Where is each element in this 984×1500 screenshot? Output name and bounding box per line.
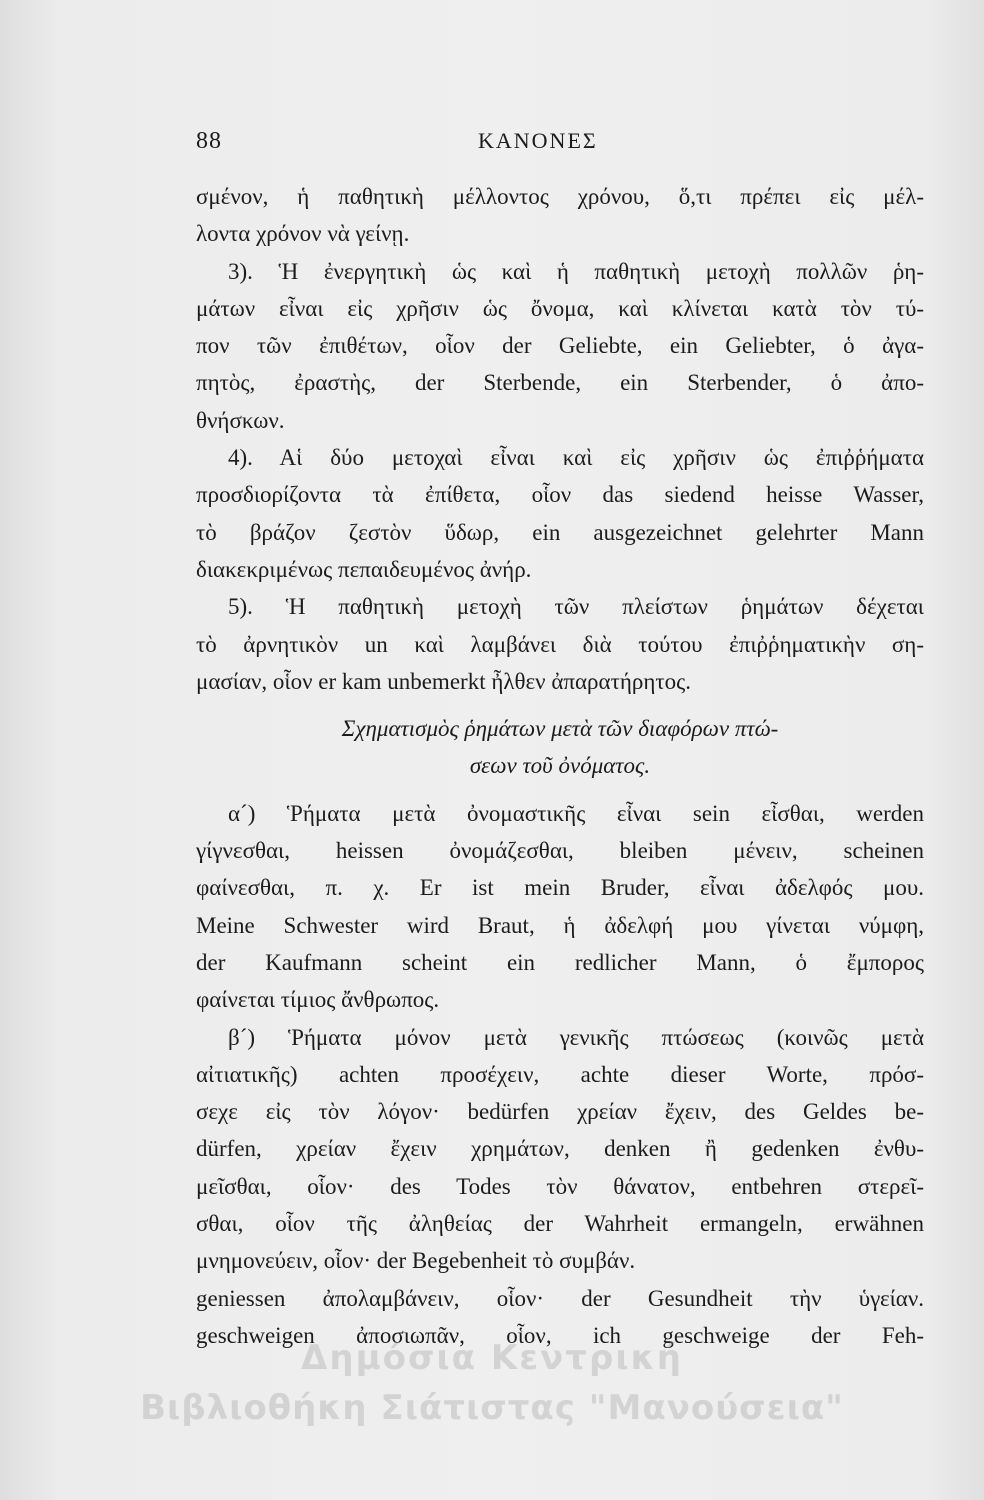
section-gap	[196, 700, 924, 710]
body-text	[196, 178, 924, 1354]
text-line: μάτων εἶναι εἰς χρῆσιν ὡς ὄνομα, καὶ κλίνεται κατὰ τὸν τύ-	[196, 295, 924, 321]
text-line: πον τῶν ἐπιθέτων, οἷον der Geliebte, ein Geliebter, ὁ ἀγα-	[196, 333, 924, 359]
text-line: Meine Schwester wird Braut, ἡ ἀδελφή μου γίνεται νύμφη,	[196, 912, 924, 938]
text-line: dürfen, χρείαν ἔχειν χρημάτων, denken ἢ gedenken ἐνθυ-	[196, 1136, 924, 1162]
text-line: μεῖσθαι, οἷον· des Todes τὸν θάνατον, entbehren στερεῖ-	[196, 1173, 924, 1199]
section-heading: Σχηματισμὸς ῥημάτων μετὰ τῶν διαφόρων πτώ-	[341, 716, 779, 742]
text-line: μασίαν, οἷον er kam unbemerkt ἦλθεν ἀπαρατήρητος.	[196, 668, 691, 694]
page-header	[0, 122, 984, 162]
text-line: πητὸς, ἐραστὴς, der Sterbende, ein Sterbender, ὁ ἀπο-	[196, 370, 924, 396]
text-line: der Kaufmann scheint ein redlicher Mann, ὁ ἔμπορος	[196, 949, 924, 975]
text-line: μνημονεύειν, οἷον· der Begebenheit τὸ συμβάν.	[196, 1248, 636, 1274]
library-watermark-line2: Βιβλιοθήκη Σιάτιστας "Μανούσεια"	[140, 1388, 844, 1428]
text-line: 5). Ἡ παθητικὴ μετοχὴ τῶν πλείστων ῥημάτων δέχεται	[228, 594, 924, 620]
text-line: σμένον, ἡ παθητικὴ μέλλοντος χρόνου, ὅ,τι πρέπει εἰς μέλ-	[196, 184, 924, 209]
text-line: σθαι, οἷον τῆς ἀληθείας der Wahrheit ermangeln, erwähnen	[196, 1211, 924, 1237]
text-line: geschweigen ἀποσιωπᾶν, οἷον, ich geschweige der Feh-	[196, 1322, 924, 1348]
text-line: τὸ ἀρνητικὸν un καὶ λαμβάνει διὰ τούτου ἐπιῤῥηματικὴν ση-	[196, 631, 924, 657]
text-line: β´) Ῥήματα μόνον μετὰ γενικῆς πτώσεως (κοινῶς μετὰ	[228, 1024, 924, 1050]
text-line: γίγνεσθαι, heissen ὀνομάζεσθαι, bleiben μένειν, scheinen	[196, 838, 924, 864]
text-line: διακεκριμένως πεπαιδευμένος ἀνήρ.	[196, 556, 532, 582]
text-line: 4). Αἱ δύο μετοχαὶ εἶναι καὶ εἰς χρῆσιν ὡς ἐπιῤῥήματα	[228, 445, 924, 471]
text-line: λοντα χρόνον νὰ γείνῃ.	[196, 221, 410, 247]
text-line: προσδιορίζοντα τὰ ἐπίθετα, οἷον das siedend heisse Wasser,	[196, 482, 924, 508]
text-line: φαίνεται τίμιος ἄνθρωπος.	[196, 987, 440, 1013]
text-line: θνήσκων.	[196, 407, 285, 433]
text-line: αἰτιατικῆς) achten προσέχειν, achte dieser Worte, πρόσ-	[196, 1061, 924, 1087]
text-line: α´) Ῥήματα μετὰ ὀνομαστικῆς εἶναι sein εἶσθαι, werden	[228, 800, 924, 826]
text-line: φαίνεσθαι, π. χ. Er ist mein Bruder, εἶναι ἀδελφός μου.	[196, 875, 924, 901]
text-line: σεχε εἰς τὸν λόγον· bedürfen χρείαν ἔχειν, des Geldes be-	[196, 1099, 924, 1125]
library-watermark-line1: Δημόσια Κεντρική	[301, 1338, 683, 1378]
text-line: geniessen ἀπολαμβάνειν, οἷον· der Gesundheit τὴν ὑγείαν.	[196, 1285, 924, 1311]
page-number: 88	[196, 128, 222, 154]
text-line: τὸ βράζον ζεστὸν ὕδωρ, ein ausgezeichnet gelehrter Mann	[196, 519, 924, 545]
text-line: 3). Ἡ ἐνεργητικὴ ὡς καὶ ἡ παθητικὴ μετοχὴ πολλῶν ῥη-	[228, 258, 924, 284]
running-head: ΚΑΝΟΝΕΣ	[478, 128, 598, 153]
section-heading: σεων τοῦ ὀνόματος.	[469, 753, 651, 779]
section-gap	[196, 785, 924, 795]
